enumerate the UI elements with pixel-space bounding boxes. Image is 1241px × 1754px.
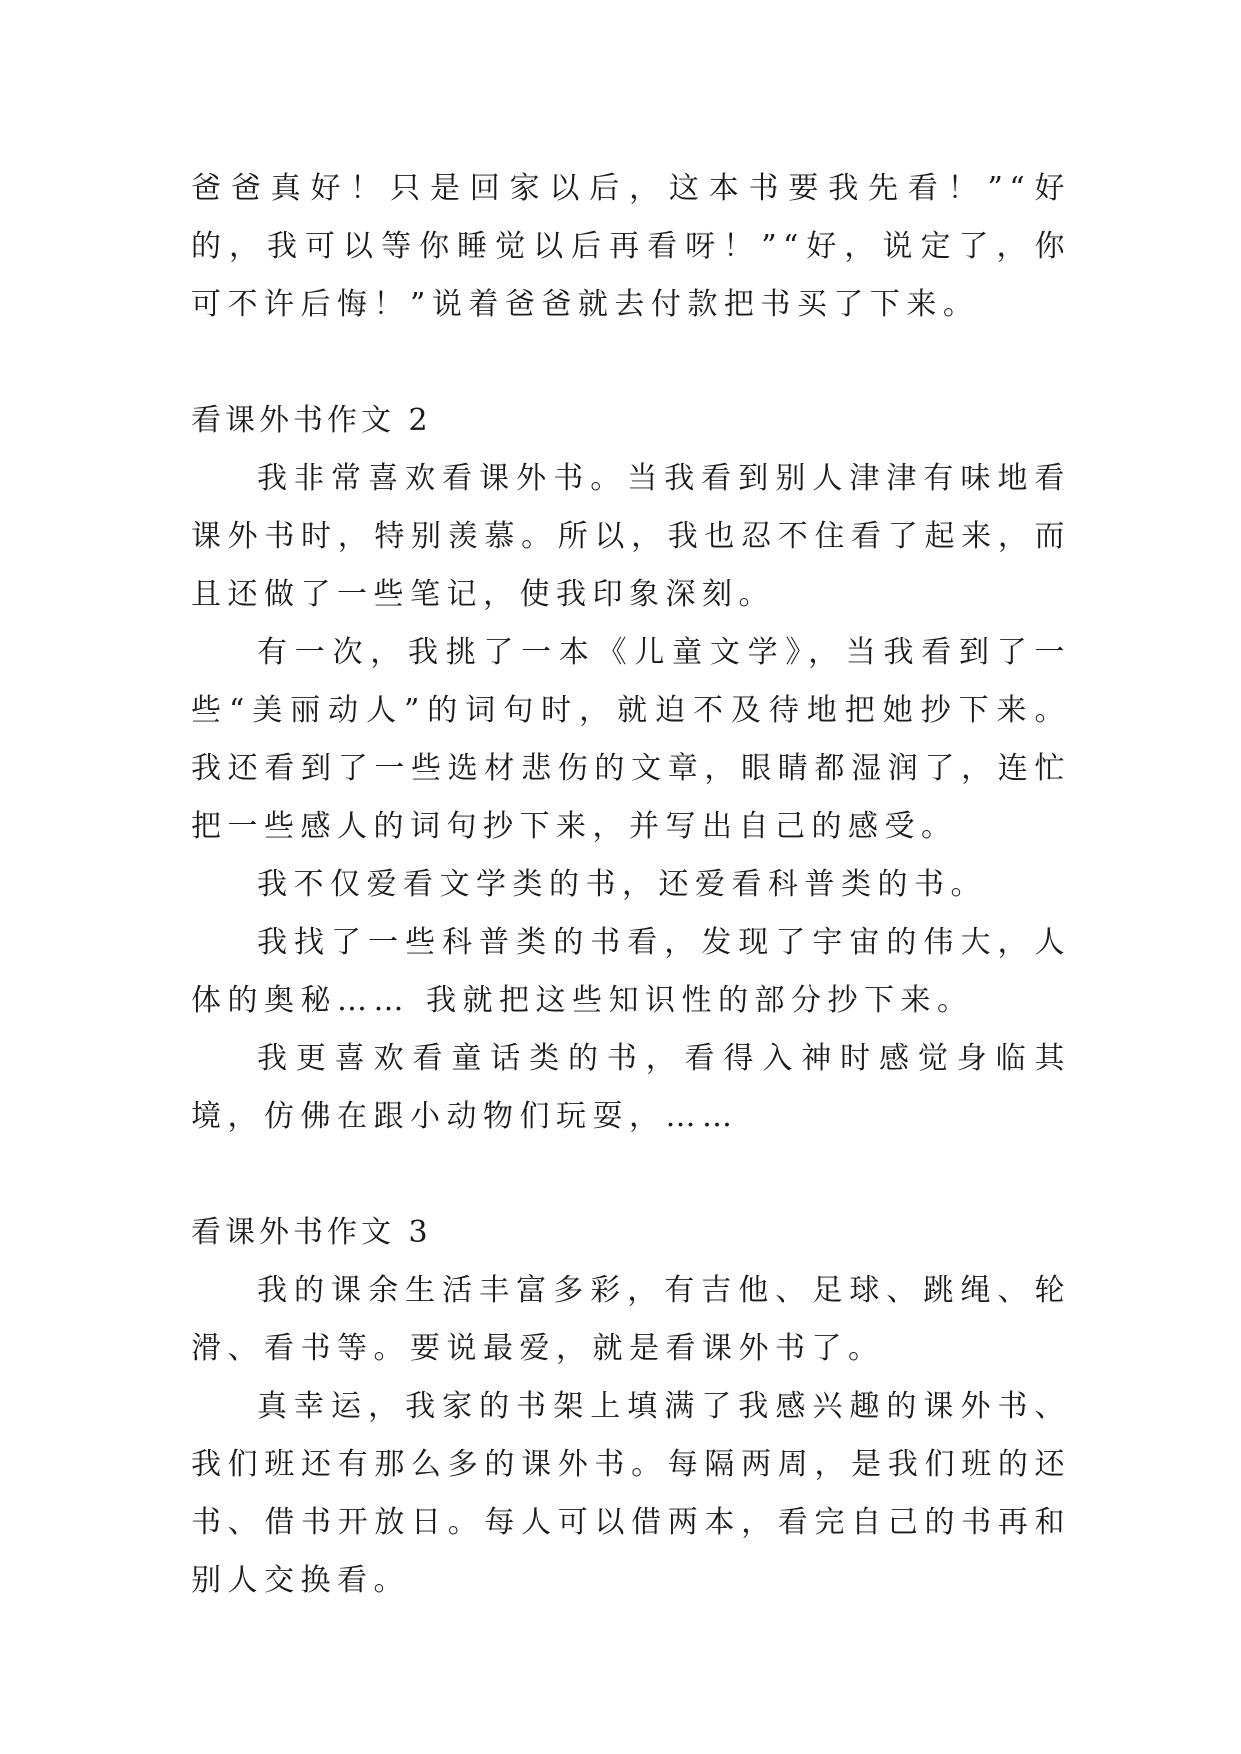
section2-paragraph-5: 我更喜欢看童话类的书，看得入神时感觉身临其境，仿佛在跟小动物们玩耍，……	[191, 1041, 1071, 1134]
section2-paragraph-3: 我不仅爱看文学类的书，还爱看科普类的书。	[257, 867, 987, 902]
section3-paragraph-2: 真幸运，我家的书架上填满了我感兴趣的课外书、我们班还有那么多的课外书。每隔两周，是我们班的还书、借书开放日。每人可以借两本，看完自己的书再和别人交换看。	[191, 1389, 1071, 1598]
section2-paragraph-4: 我找了一些科普类的书看，发现了宇宙的伟大，人体的奥秘…… 我就把这些知识性的部分抄下来。	[191, 925, 1071, 1018]
section2-paragraph-1: 我非常喜欢看课外书。当我看到别人津津有味地看课外书时，特别羡慕。所以，我也忍不住看了起来，而且还做了一些笔记，使我印象深刻。	[191, 461, 1071, 612]
document-body	[191, 160, 1071, 1610]
section2-paragraph-2: 有一次，我挑了一本《儿童文学》，当我看到了一些“美丽动人”的词句时，就迫不及待地把她抄下来。我还看到了一些选材悲伤的文章，眼睛都湿润了，连忙把一些感人的词句抄下来，并写出自己的感受。	[191, 635, 1071, 844]
section-title-3: 看课外书作文 3	[191, 1215, 432, 1250]
section3-paragraph-1: 我的课余生活丰富多彩，有吉他、足球、跳绳、轮滑、看书等。要说最爱，就是看课外书了。	[191, 1273, 1071, 1366]
section-title-2: 看课外书作文 2	[191, 403, 432, 438]
section-gap	[191, 1146, 1071, 1204]
section-gap	[191, 334, 1071, 392]
continuation-paragraph: 爸爸真好！只是回家以后，这本书要我先看！”“好的，我可以等你睡觉以后再看呀！”“好，说定了，你可不许后悔！”说着爸爸就去付款把书买了下来。	[191, 171, 1071, 322]
